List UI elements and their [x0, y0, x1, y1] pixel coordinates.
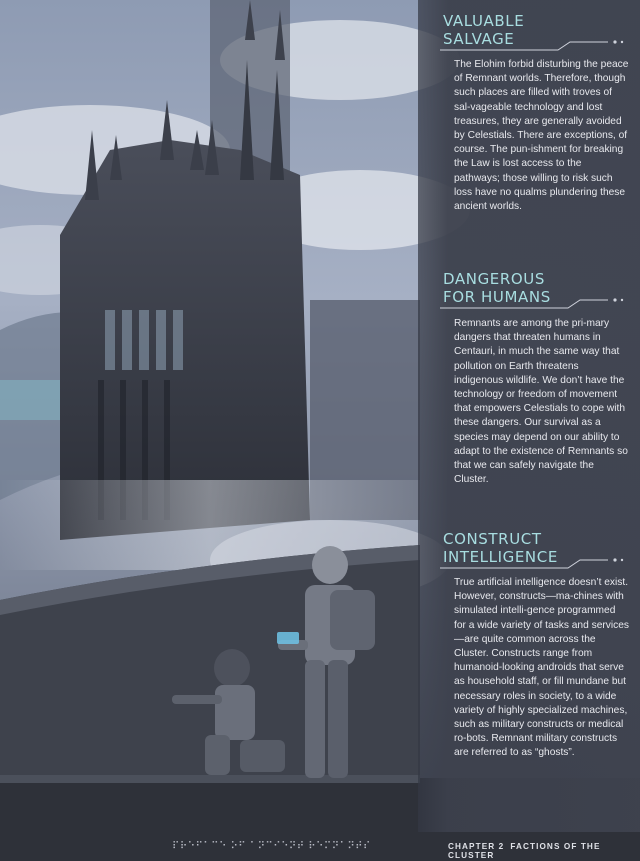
- section-construct-intelligence: [418, 530, 640, 759]
- section-body: True artificial intelligence doesn’t exist. However, constructs—ma-chines with simulated intelli-gence programmed for a wide variety of tasks and services—are quite common across the Cluster. Constructs range from humanoid-looking androids that serve as household staff, or fill mundane but necessary roles in society, to a wide variety of highly specialized machines, such as military constructs or medical ro-bots. Remnant military constructs are referred to as “ghosts”.: [454, 577, 629, 759]
- section-title: VALUABLE SALVAGE: [443, 12, 525, 48]
- heading-rule: [418, 530, 640, 580]
- section-dangerous-for-humans: [418, 270, 640, 486]
- chapter-title: FACTIONS OF THE CLUSTER: [448, 842, 601, 860]
- page-footer: [448, 842, 640, 860]
- braille-decoration: ⠏⠗⠑⠋⠁⠉⠑ ⠕⠋ ⠁⠝⠉⠊⠑⠝⠞ ⠗⠑⠍⠝⠁⠝⠞⠎: [172, 841, 371, 852]
- section-valuable-salvage: [418, 12, 640, 213]
- chapter-number: CHAPTER 2: [448, 842, 505, 851]
- heading-rule: [418, 12, 640, 62]
- section-body: The Elohim forbid disturbing the peace of Remnant worlds. Therefore, though such places are filled with troves of sal-vageable technology and lost treasures, they are generally avoided by Celestials. There are exceptions, of course. The pun-ishment for breaking the Law is lost access to the pathways; those willing to risk such loss have no qualms plundering these ancient worlds.: [454, 59, 629, 213]
- section-body: Remnants are among the pri-mary dangers that threaten humans in Centauri, in much the same way that pollution on Earth threatens indigenous wildlife. We don’t have the technology or freedom of movement that empowers Celestials to cope with these dangers. Our survival as a species may depend on our ability to adapt to the existence of Remnants so that we can safely navigate the Cluster.: [454, 318, 628, 486]
- section-title: CONSTRUCT INTELLIGENCE: [443, 530, 558, 566]
- section-title: DANGEROUS FOR HUMANS: [443, 270, 551, 306]
- heading-rule: [418, 270, 640, 320]
